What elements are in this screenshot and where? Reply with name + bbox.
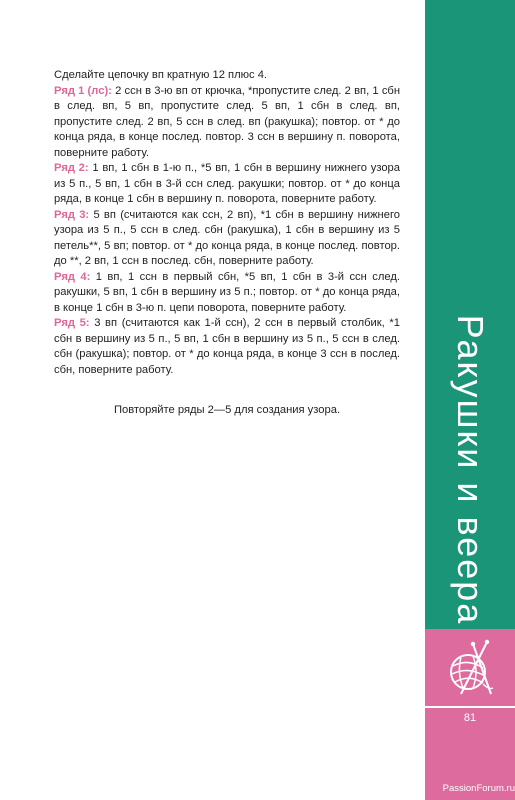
chapter-sidebar — [425, 0, 515, 800]
row-3-label: Ряд 3: — [54, 208, 90, 221]
watermark: PassionForum.ru — [442, 783, 515, 794]
yarn-ball-icon — [443, 638, 497, 698]
row-5-label: Ряд 5: — [54, 317, 90, 329]
row-3-text: 5 вп (считаются как ссн, 2 вп), *1 сбн в вершину нижнего узора из 5 п., 5 ссн в след. сбн (ракушка), 1 сбн в вершину из 5 петель**, 5 вп; повтор. от * до конца ряда, в конце послед. повтор. до **, 2 вп, 1 ссн в послед. сбн, поверните работу. — [54, 208, 401, 267]
row-1 — [54, 84, 400, 162]
row-4 — [54, 270, 400, 317]
row-4-text: 1 вп, 1 ссн в первый сбн, *5 вп, 1 сбн в 3-й ссн след. ракушки, 5 вп, 1 сбн в вершину из 5 п.; повтор. от * до конца ряда, в конце 1 сбн в 3-ю п. цепи поворота, поверните работу. — [54, 270, 400, 314]
sidebar-divider — [425, 706, 515, 708]
row-2-label: Ряд 2: — [54, 162, 89, 174]
pattern-instructions — [54, 68, 400, 378]
row-1-text: 2 ссн в 3-ю вп от крючка, *пропустите след. 2 вп, 1 сбн в след. вп, 5 вп, пропустите след. 5 вп, 1 сбн в след. вп, пропустите след. 2 вп, 5 ссн в след. вп (ракушка); повтор. от * до конца ряда, в конце послед. повтор. 3 ссн в вершину п. поворота, поверните работу. — [54, 84, 400, 159]
row-1-label: Ряд 1 (лс): — [54, 84, 112, 97]
row-2-text: 1 вп, 1 сбн в 1-ю п., *5 вп, 1 сбн в вершину нижнего узора из 5 п., 5 вп, 1 сбн в 3-й ссн след. ракушки; повтор. от * до конца ряда, в конце 1 сбн в вершину п. поворота, поверните работу. — [54, 162, 400, 205]
chapter-title: Ракушки и веера — [450, 314, 491, 626]
page-number: 81 — [463, 712, 477, 724]
row-5 — [54, 316, 400, 378]
intro-text: Сделайте цепочку вп кратную 12 плюс 4. — [54, 69, 268, 81]
row-4-label: Ряд 4: — [54, 270, 91, 283]
row-2 — [54, 161, 400, 208]
repeat-note: Повторяйте ряды 2—5 для создания узора. — [113, 404, 341, 416]
row-3 — [54, 208, 400, 270]
row-5-text: 3 вп (считаются как 1-й ссн), 2 ссн в первый столбик, *1 сбн в вершину из 5 п., 5 вп, 1 сбн в вершину из 5 п., 5 ссн в след. сбн (ракушка); повтор. от * до конца ряда, в конце 3 ссн в послед. сбн, поверните работу. — [54, 317, 401, 376]
